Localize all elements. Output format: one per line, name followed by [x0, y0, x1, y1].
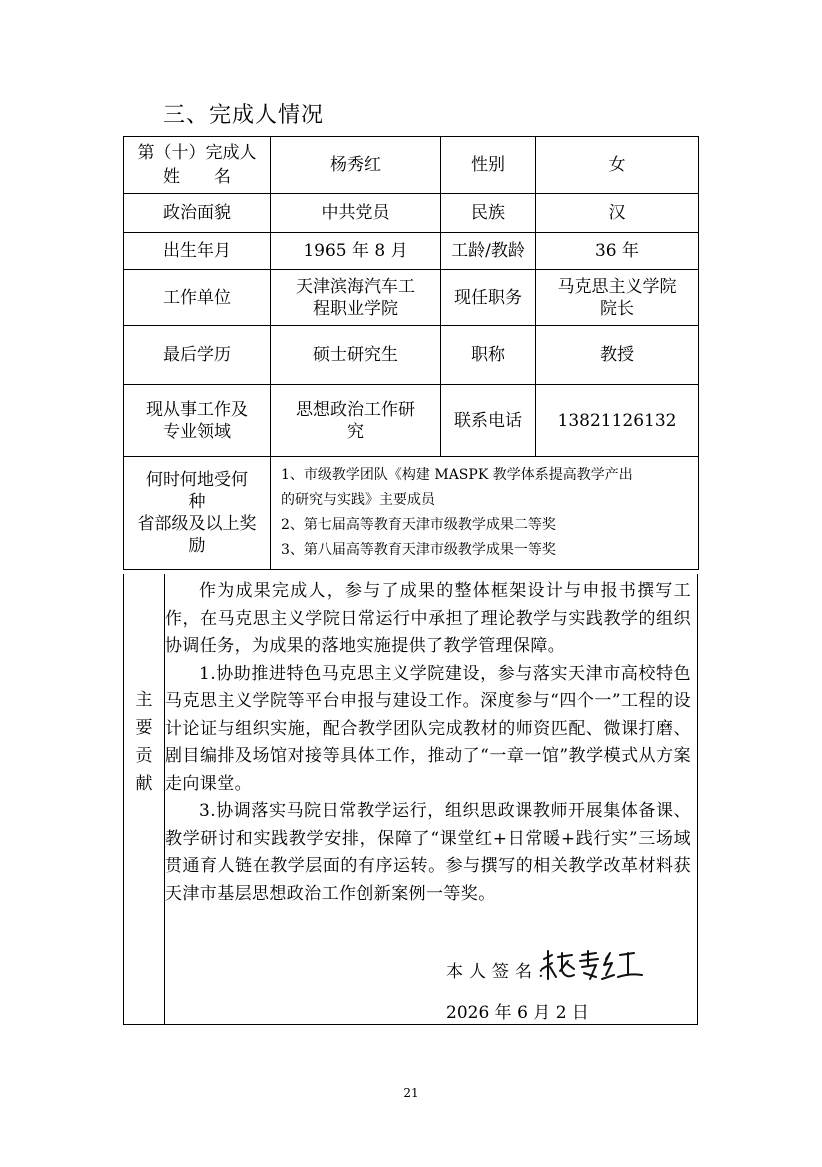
- name-label-cell: [124, 137, 271, 194]
- table-row: [124, 137, 699, 194]
- political-status-label: 政治面貌: [124, 194, 271, 233]
- table-row: [124, 270, 699, 326]
- awards-label-line4: 励: [188, 536, 206, 556]
- position-value-line1: 马克思主义学院: [557, 276, 677, 297]
- contribution-label: [124, 686, 164, 798]
- handwritten-signature: [538, 949, 648, 985]
- contribution-paragraph: 1.协助推进特色马克思主义学院建设，参与落实天津市高校特色马克思主义学院等平台申报与建设工作。深度参与“四个一”工程的设计论证与组织实施，配合教学团队完成教材的师资匹配、微课打磨、剧目编排及场馆对接等具体工作，推动了“一章一馆”教学模式从方案走向课堂。: [165, 663, 691, 794]
- table-row: [124, 194, 699, 233]
- awards-list-cell: [271, 457, 699, 570]
- field-label-line2: 专业领域: [163, 421, 231, 442]
- awards-label-line1: 何时何地受何: [146, 470, 248, 490]
- award-item: 的研究与实践》主要成员: [281, 492, 435, 508]
- award-item: 1、市级教学团队《构建 MASPK 教学体系提高教学产出: [281, 467, 633, 483]
- gender-value: 女: [536, 137, 699, 194]
- section-title: 三、完成人情况: [163, 103, 325, 128]
- position-value-line2: 院长: [600, 298, 634, 319]
- contribution-paragraph: 作为成果完成人，参与了成果的整体框架设计与申报书撰写工作，在马克思主义学院日常运行中承担了理论教学与实践教学的组织协调任务，为成果的落地实施提供了教学管理保障。: [165, 581, 691, 656]
- position-label: 现任职务: [441, 270, 536, 326]
- signature-date: 2026 年 6 月 2 日: [446, 1003, 589, 1023]
- contribution-section: [123, 574, 698, 1025]
- contribution-body: [165, 578, 691, 908]
- political-status-value: 中共党员: [271, 194, 441, 233]
- awards-label-cell: [124, 457, 271, 570]
- field-value-line2: 究: [347, 421, 364, 442]
- award-item: 2、第七届高等教育天津市级教学成果二等奖: [281, 517, 556, 533]
- contribution-label-cell: [124, 574, 165, 1024]
- contribution-label-char: 要: [135, 718, 153, 738]
- awards-label-line2: 种: [188, 492, 206, 512]
- name-label-line2: 姓 名: [163, 167, 231, 187]
- awards-label-line3: 省部级及以上奖: [137, 514, 257, 534]
- table-row: [124, 457, 699, 570]
- contribution-label-char: 主: [135, 690, 153, 710]
- contribution-paragraph: 3.协调落实马院日常教学运行，组织思政课教师开展集体备课、教学研讨和实践教学安排，保障了“课堂红+日常暖+践行实”三场域贯通育人链在教学层面的有序运转。参与撰写的相关教学改革材料获天津市基层思想政治工作创新案例一等奖。: [165, 801, 691, 904]
- education-value: 硕士研究生: [271, 326, 441, 385]
- signature-label: 本人签名:: [446, 962, 550, 982]
- field-value-line1: 思想政治工作研: [296, 399, 415, 420]
- field-label-cell: [124, 385, 271, 457]
- birth-label: 出生年月: [124, 233, 271, 270]
- award-item: 3、第八届高等教育天津市级教学成果一等奖: [281, 542, 556, 558]
- position-value-cell: [536, 270, 699, 326]
- phone-value: 13821126132: [536, 385, 699, 457]
- field-value-cell: [271, 385, 441, 457]
- education-label: 最后学历: [124, 326, 271, 385]
- work-years-label: 工龄/教龄: [441, 233, 536, 270]
- ethnicity-label: 民族: [441, 194, 536, 233]
- table-row: [124, 385, 699, 457]
- work-years-value: 36 年: [536, 233, 699, 270]
- table-row: [124, 326, 699, 385]
- employer-value-line2: 程职业学院: [313, 298, 398, 319]
- table-row: [124, 233, 699, 270]
- page-number: 21: [403, 1086, 419, 1100]
- birth-value: 1965 年 8 月: [271, 233, 441, 270]
- field-label-line1: 现从事工作及: [146, 399, 248, 420]
- employer-value-line1: 天津滨海汽车工: [296, 276, 415, 297]
- employer-value-cell: [271, 270, 441, 326]
- contribution-label-char: 贡: [135, 746, 153, 766]
- name-label-line1: 第（十）完成人: [137, 143, 257, 163]
- gender-label: 性别: [441, 137, 536, 194]
- contribution-label-char: 献: [135, 774, 153, 794]
- ethnicity-value: 汉: [536, 194, 699, 233]
- title-label: 职称: [441, 326, 536, 385]
- name-value: 杨秀红: [271, 137, 441, 194]
- phone-label: 联系电话: [441, 385, 536, 457]
- employer-label: 工作单位: [124, 270, 271, 326]
- personal-info-table: [123, 136, 699, 570]
- title-value: 教授: [536, 326, 699, 385]
